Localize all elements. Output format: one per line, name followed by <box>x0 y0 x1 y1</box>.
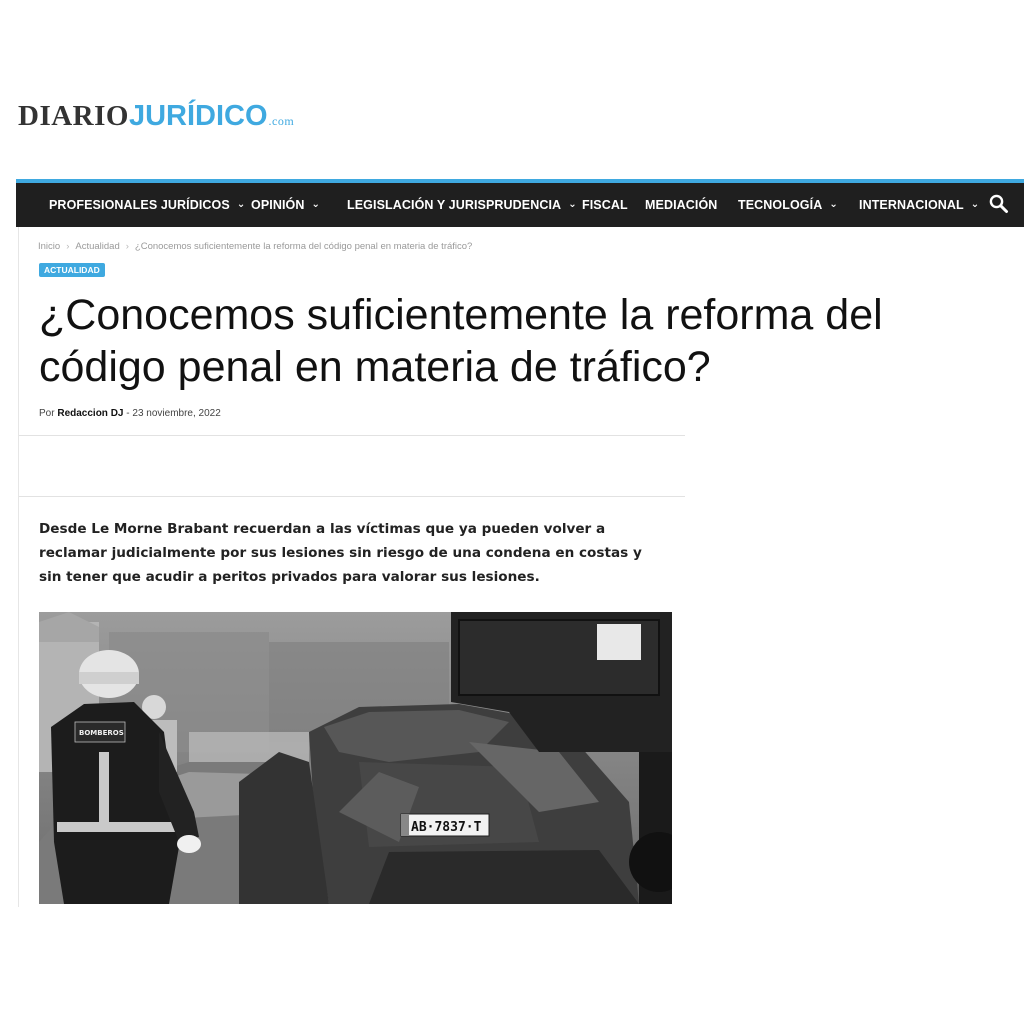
publish-date: 23 noviembre, 2022 <box>132 408 221 419</box>
breadcrumb-separator: › <box>125 241 129 252</box>
nav-item-opinion[interactable] <box>251 198 320 212</box>
nav-item-legislacion[interactable] <box>347 198 577 212</box>
nav-item-label: LEGISLACIÓN Y JURISPRUDENCIA <box>347 198 562 212</box>
divider <box>19 435 685 436</box>
logo-text-diario: DIARIO <box>18 100 129 132</box>
article-byline <box>39 408 221 419</box>
nav-item-label: TECNOLOGÍA <box>738 198 823 212</box>
nav-item-label: MEDIACIÓN <box>645 198 718 212</box>
category-badge[interactable]: ACTUALIDAD <box>39 263 105 277</box>
chevron-down-icon: ⌄ <box>311 198 320 210</box>
breadcrumb-separator: › <box>66 241 70 252</box>
breadcrumb-home-link[interactable]: Inicio <box>38 241 61 252</box>
article-title: ¿Conocemos suficientemente la reforma del código penal en materia de tráfico? <box>39 291 883 391</box>
logo-text-juridico: JURÍDICO <box>128 100 268 132</box>
byline-prefix: Por <box>39 408 55 419</box>
article-content <box>18 227 1024 907</box>
chevron-down-icon: ⌄ <box>568 198 577 210</box>
nav-item-label: OPINIÓN <box>251 198 305 212</box>
chevron-down-icon: ⌄ <box>970 198 980 210</box>
chevron-down-icon: ⌄ <box>829 198 838 210</box>
divider <box>19 496 685 497</box>
breadcrumb-section-link[interactable]: Actualidad <box>75 241 120 252</box>
nav-item-label: INTERNACIONAL <box>859 198 964 212</box>
nav-item-tecnologia[interactable] <box>738 198 838 212</box>
license-plate-text: AB·7837·T <box>411 820 482 835</box>
nav-item-internacional[interactable] <box>859 198 979 212</box>
logo-text-com: .com <box>268 114 295 128</box>
byline-separator: - <box>126 408 130 419</box>
main-navigation <box>16 179 1024 227</box>
site-logo[interactable] <box>18 100 294 140</box>
breadcrumb-current: ¿Conocemos suficientemente la reforma del código penal en materia de tráfico? <box>134 241 473 252</box>
firefighter-badge-text: BOMBEROS <box>79 729 124 737</box>
article-photo <box>39 612 672 904</box>
chevron-down-icon: ⌄ <box>236 198 246 210</box>
nav-item-label: PROFESIONALES JURÍDICOS <box>49 198 230 212</box>
nav-item-label: FISCAL <box>582 198 628 212</box>
search-icon[interactable] <box>988 193 1010 215</box>
nav-item-mediacion[interactable] <box>645 198 717 212</box>
breadcrumb <box>38 241 472 252</box>
nav-item-profesionales[interactable] <box>49 198 245 212</box>
nav-item-fiscal[interactable] <box>582 198 628 212</box>
article-lead: Desde Le Morne Brabant recuerdan a las víctimas que ya pueden volver a reclamar judicialmente por sus lesiones sin riesgo de una condena en costas y sin tener que acudir a peritos privados para valorar sus lesiones. <box>39 521 642 585</box>
author-link[interactable]: Redaccion DJ <box>57 408 124 419</box>
